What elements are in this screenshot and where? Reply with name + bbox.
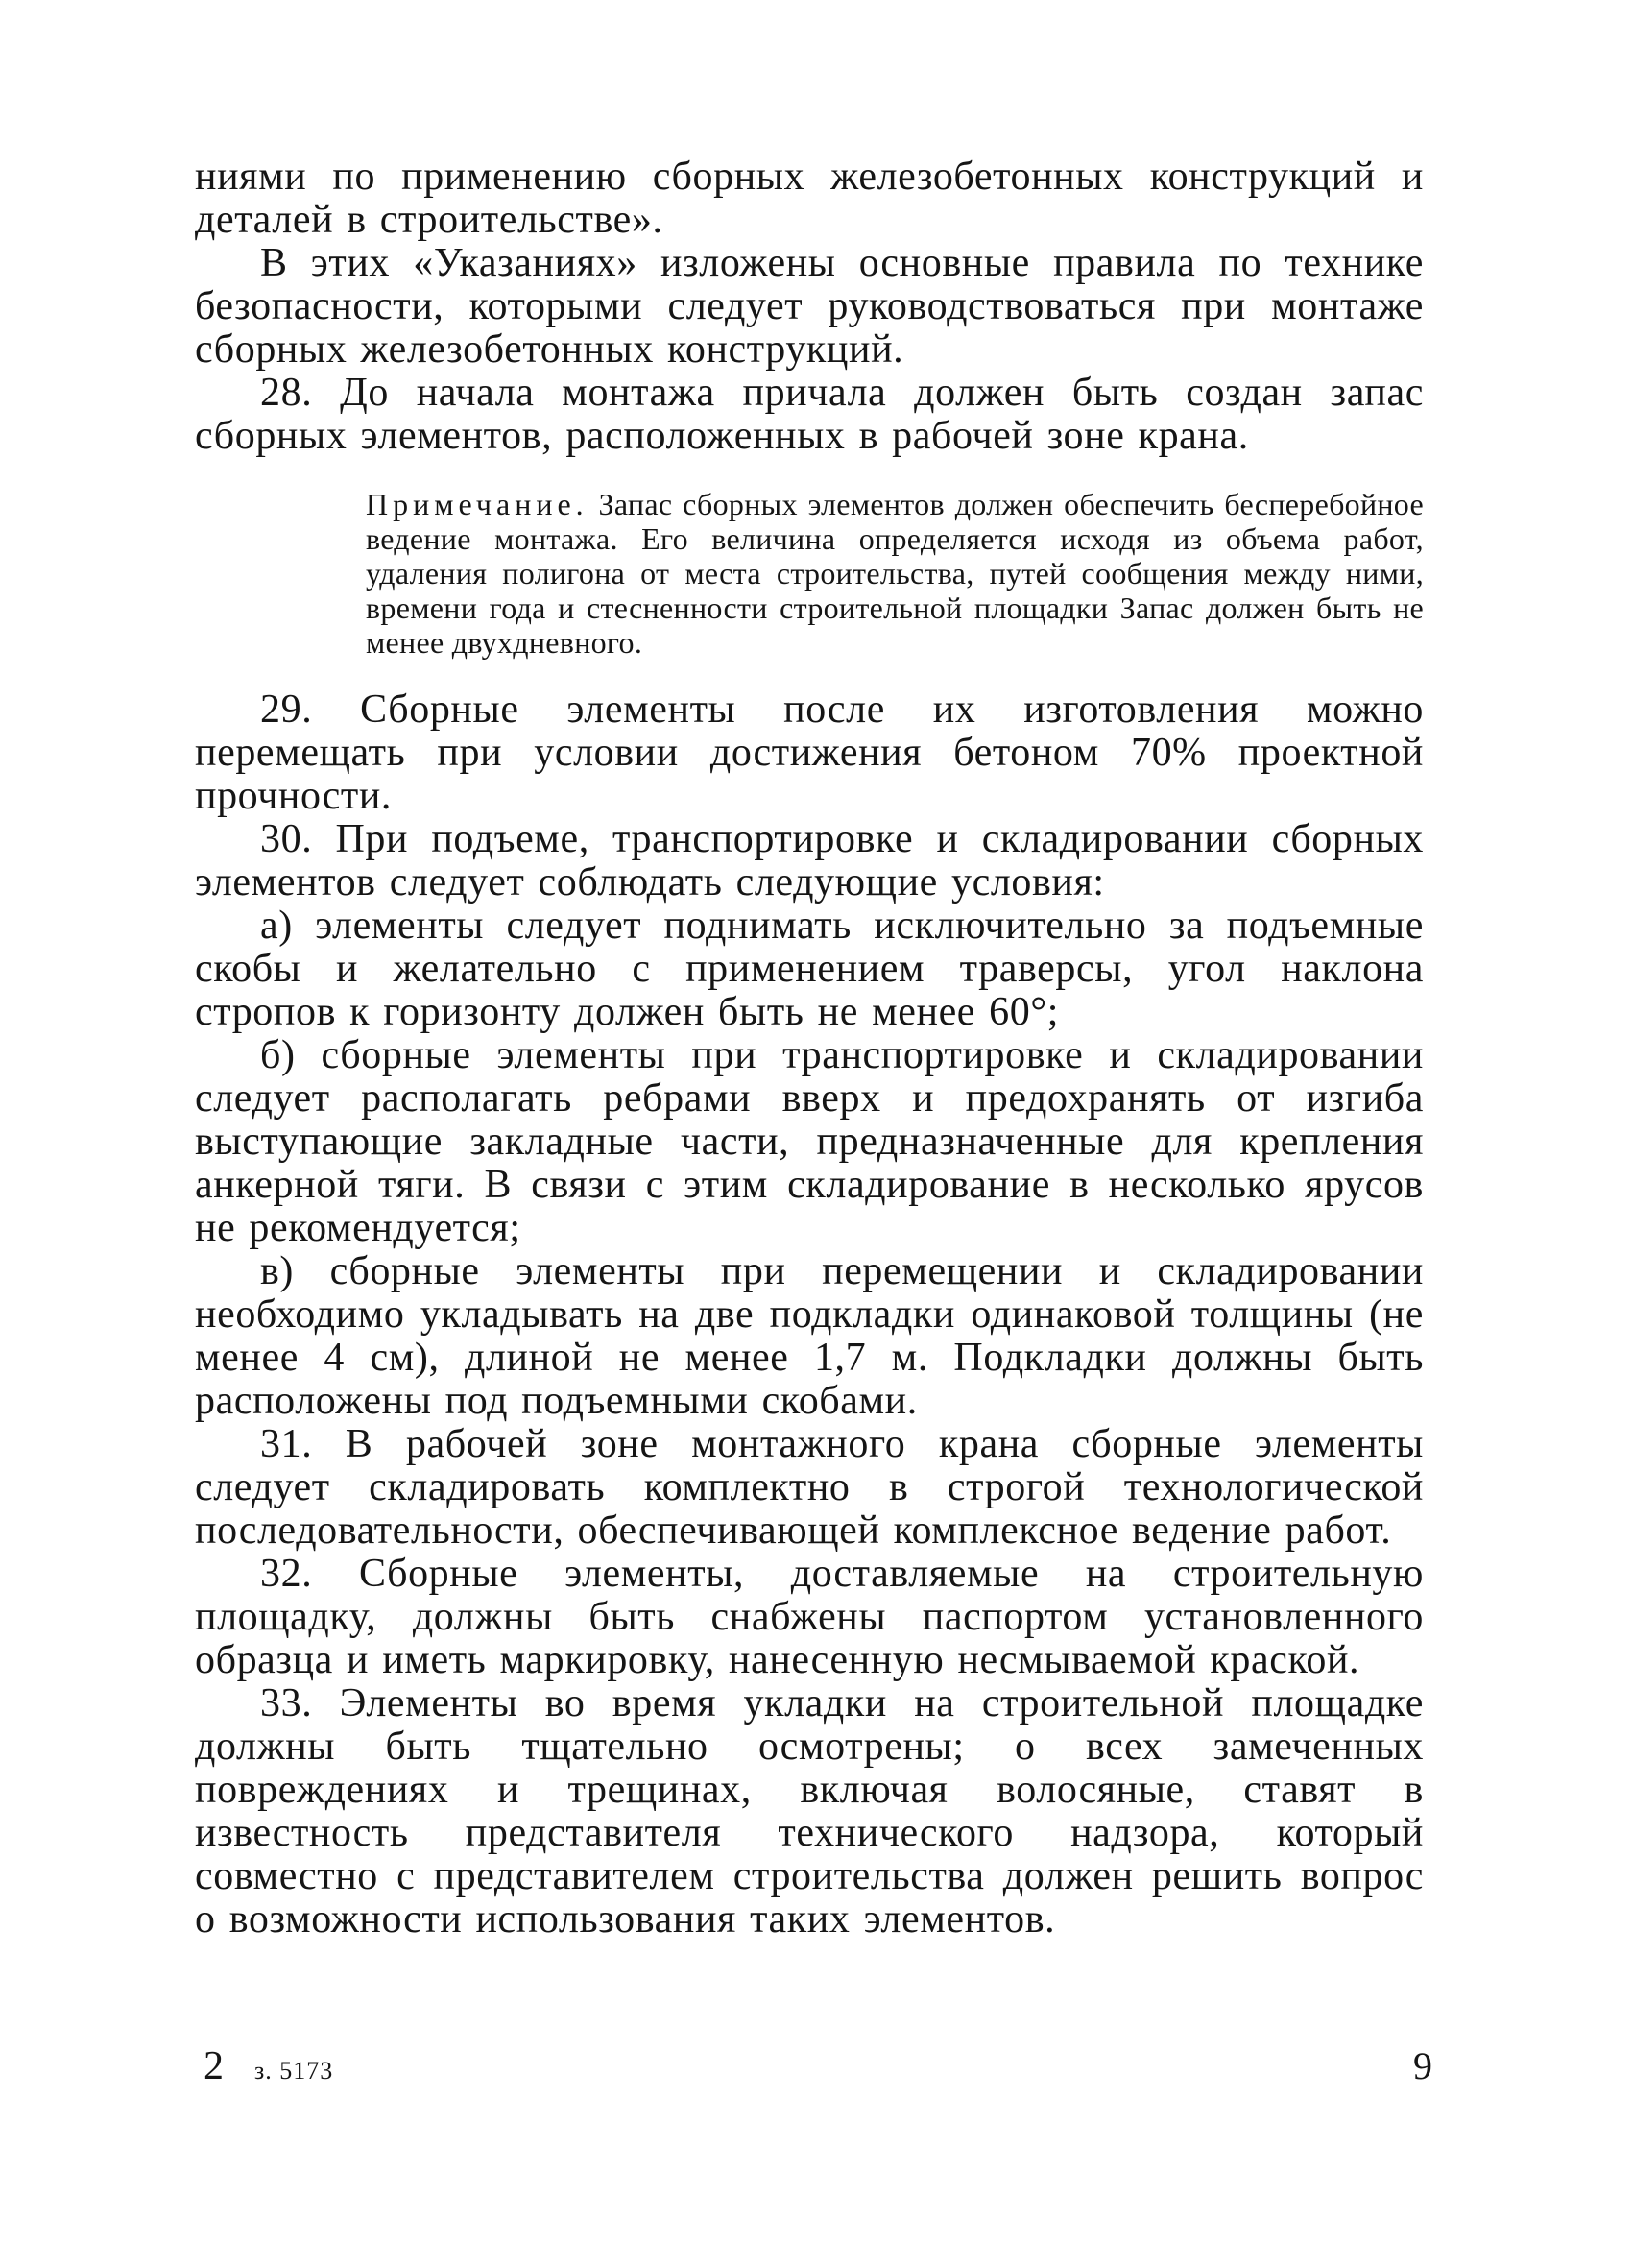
printer-signature [204, 2045, 333, 2092]
page-number: 9 [1413, 2044, 1432, 2087]
paragraph-30b: б) сборные элементы при транспортировке и складировании следует располагать ребрами вверх и предохранять от изгиба выступающие закладные части, предназначенные для крепления анкерной тяги. В связи с этим складирование в несколько ярусов не рекомендуется; [195, 1033, 1424, 1250]
paragraph-31: 31. В рабочей зоне монтажного крана сборные элементы следует складировать комплектно в строгой технологической последовательности, обеспечивающей комплексное ведение работ. [195, 1422, 1424, 1553]
paragraph-30: 30. При подъеме, транспортировке и складировании сборных элементов следует соблюдать следующие условия: [195, 817, 1424, 905]
note-text: Запас сборных элементов должен обеспечить бесперебойное ведение монтажа. Его величина определяется исходя из объема работ, удаления полигона от места строительства, путей сообщения между ними, времени года и стесненности строительной площадки Запас должен быть не менее двухдневного. [366, 487, 1425, 660]
paragraph-30v: в) сборные элементы при перемещении и складировании необходимо укладывать на две подкладки одинаковой толщины (не менее 4 см), длиной не менее 1,7 м. Подкладки должны быть расположены под подъемными скобами. [195, 1249, 1424, 1423]
note-label: Примечание. [366, 487, 588, 521]
page-body [195, 156, 1424, 1942]
paragraph-30a: а) элементы следует поднимать исключительно за подъемные скобы и желательно с применением траверсы, угол наклона стропов к горизонту должен быть не менее 60°; [195, 904, 1424, 1034]
paragraph-instructions: В этих «Указаниях» изложены основные правила по технике безопасности, которыми следует руководствоваться при монтаже сборных железобетонных конструкций. [195, 241, 1424, 372]
paragraph-33: 33. Элементы во время укладки на строительной площадке должны быть тщательно осмотрены; о всех замеченных повреждениях и трещинах, включая волосяные, ставят в известность представителя технического надзора, который совместно с представителем строительства должен решить вопрос о возможности использования таких элементов. [195, 1681, 1424, 1942]
signature-code: з. 5173 [254, 2057, 334, 2085]
paragraph-32: 32. Сборные элементы, доставляемые на строительную площадку, должны быть снабжены паспортом установленного образца и иметь маркировку, нанесенную несмываемой краской. [195, 1552, 1424, 1682]
note-block [366, 487, 1424, 660]
signature-number: 2 [204, 2044, 224, 2088]
paragraph-continuation: ниями по применению сборных железобетонных конструкций и деталей в строительстве». [195, 155, 1424, 242]
paragraph-28: 28. До начала монтажа причала должен быть создан запас сборных элементов, расположенных в рабочей зоне крана. [195, 371, 1424, 458]
paragraph-29: 29. Сборные элементы после их изготовления можно перемещать при условии достижения бетоном 70% проектной прочности. [195, 688, 1424, 818]
page-footer [204, 2045, 1432, 2092]
